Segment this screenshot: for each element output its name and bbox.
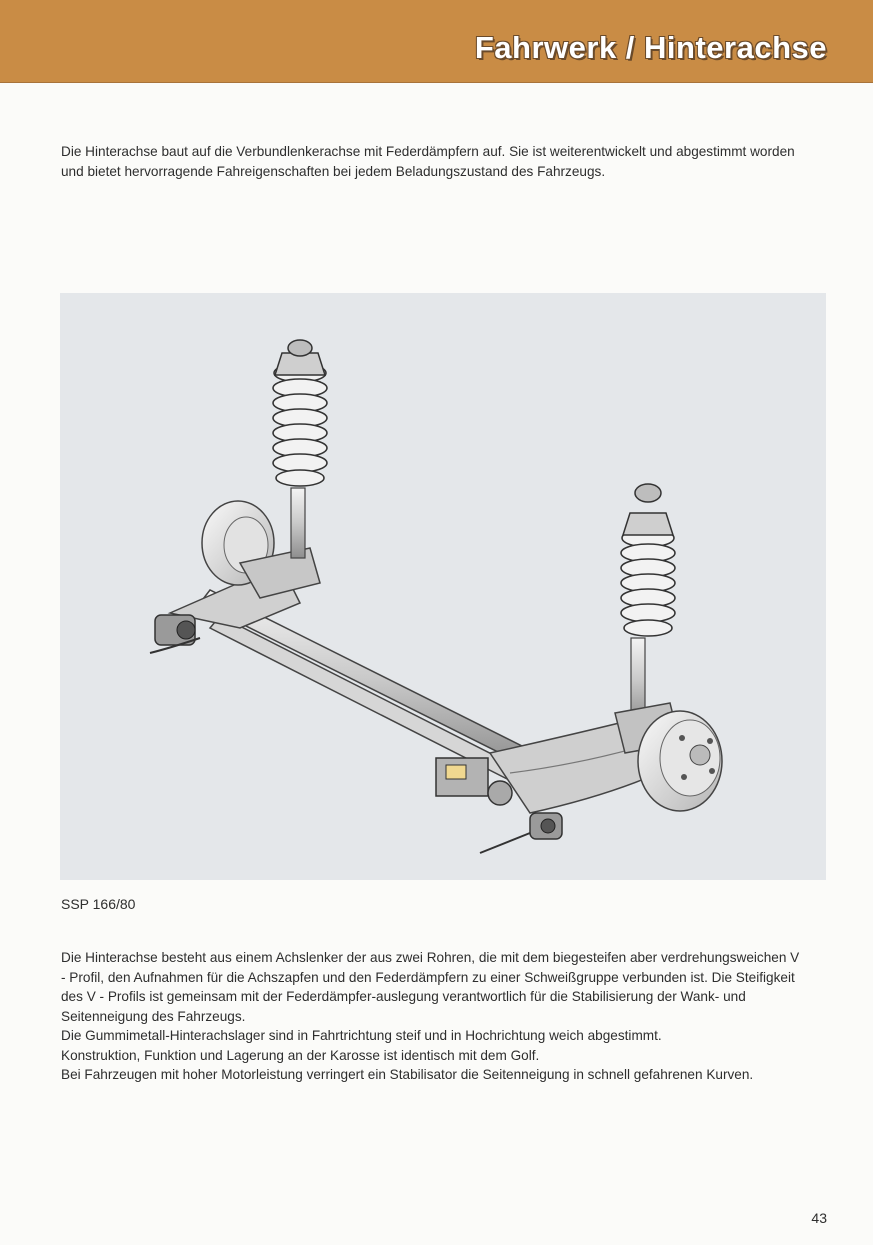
figure-caption: SSP 166/80 — [61, 896, 136, 912]
rear-axle-illustration-icon — [60, 293, 826, 880]
body-paragraph: Die Gummimetall-Hinterachslager sind in Fahrtrichtung steif und in Hochrichtung weich abgestimmt. — [61, 1028, 662, 1043]
rear-axle-figure — [60, 293, 826, 880]
intro-paragraph: Die Hinterachse baut auf die Verbundlenkerachse mit Federdämpfern auf. Sie ist weiterentwickelt und abgestimmt worden und bietet hervorragende Fahreigenschaften bei jedem Beladungszustand des Fahrzeugs. — [61, 144, 795, 179]
page-number: 43 — [811, 1210, 827, 1226]
body-text — [61, 948, 801, 1085]
page-title: Fahrwerk / Hinterachse — [474, 30, 827, 65]
body-paragraph: Konstruktion, Funktion und Lagerung an der Karosse ist identisch mit dem Golf. — [61, 1047, 540, 1063]
header-band — [0, 0, 873, 83]
body-paragraph: Die Hinterachse besteht aus einem Achslenker der aus zwei Rohren, die mit dem biegesteifen aber verdrehungsweichen V - Profil, den Aufnahmen für die Achszapfen und den Federdämpfern zu einer Schweißgruppe verbunden ist. Die Steifigkeit des V - Profils ist gemeinsam mit der Federdämpfer-auslegung verantwortlich für die Stabilisierung der Wank- und Seitenneigung des Fahrzeugs. — [61, 950, 800, 1024]
body-paragraph: Bei Fahrzeugen mit hoher Motorleistung verringert ein Stabilisator die Seitenneigung in schnell gefahrenen Kurven. — [61, 1067, 754, 1082]
